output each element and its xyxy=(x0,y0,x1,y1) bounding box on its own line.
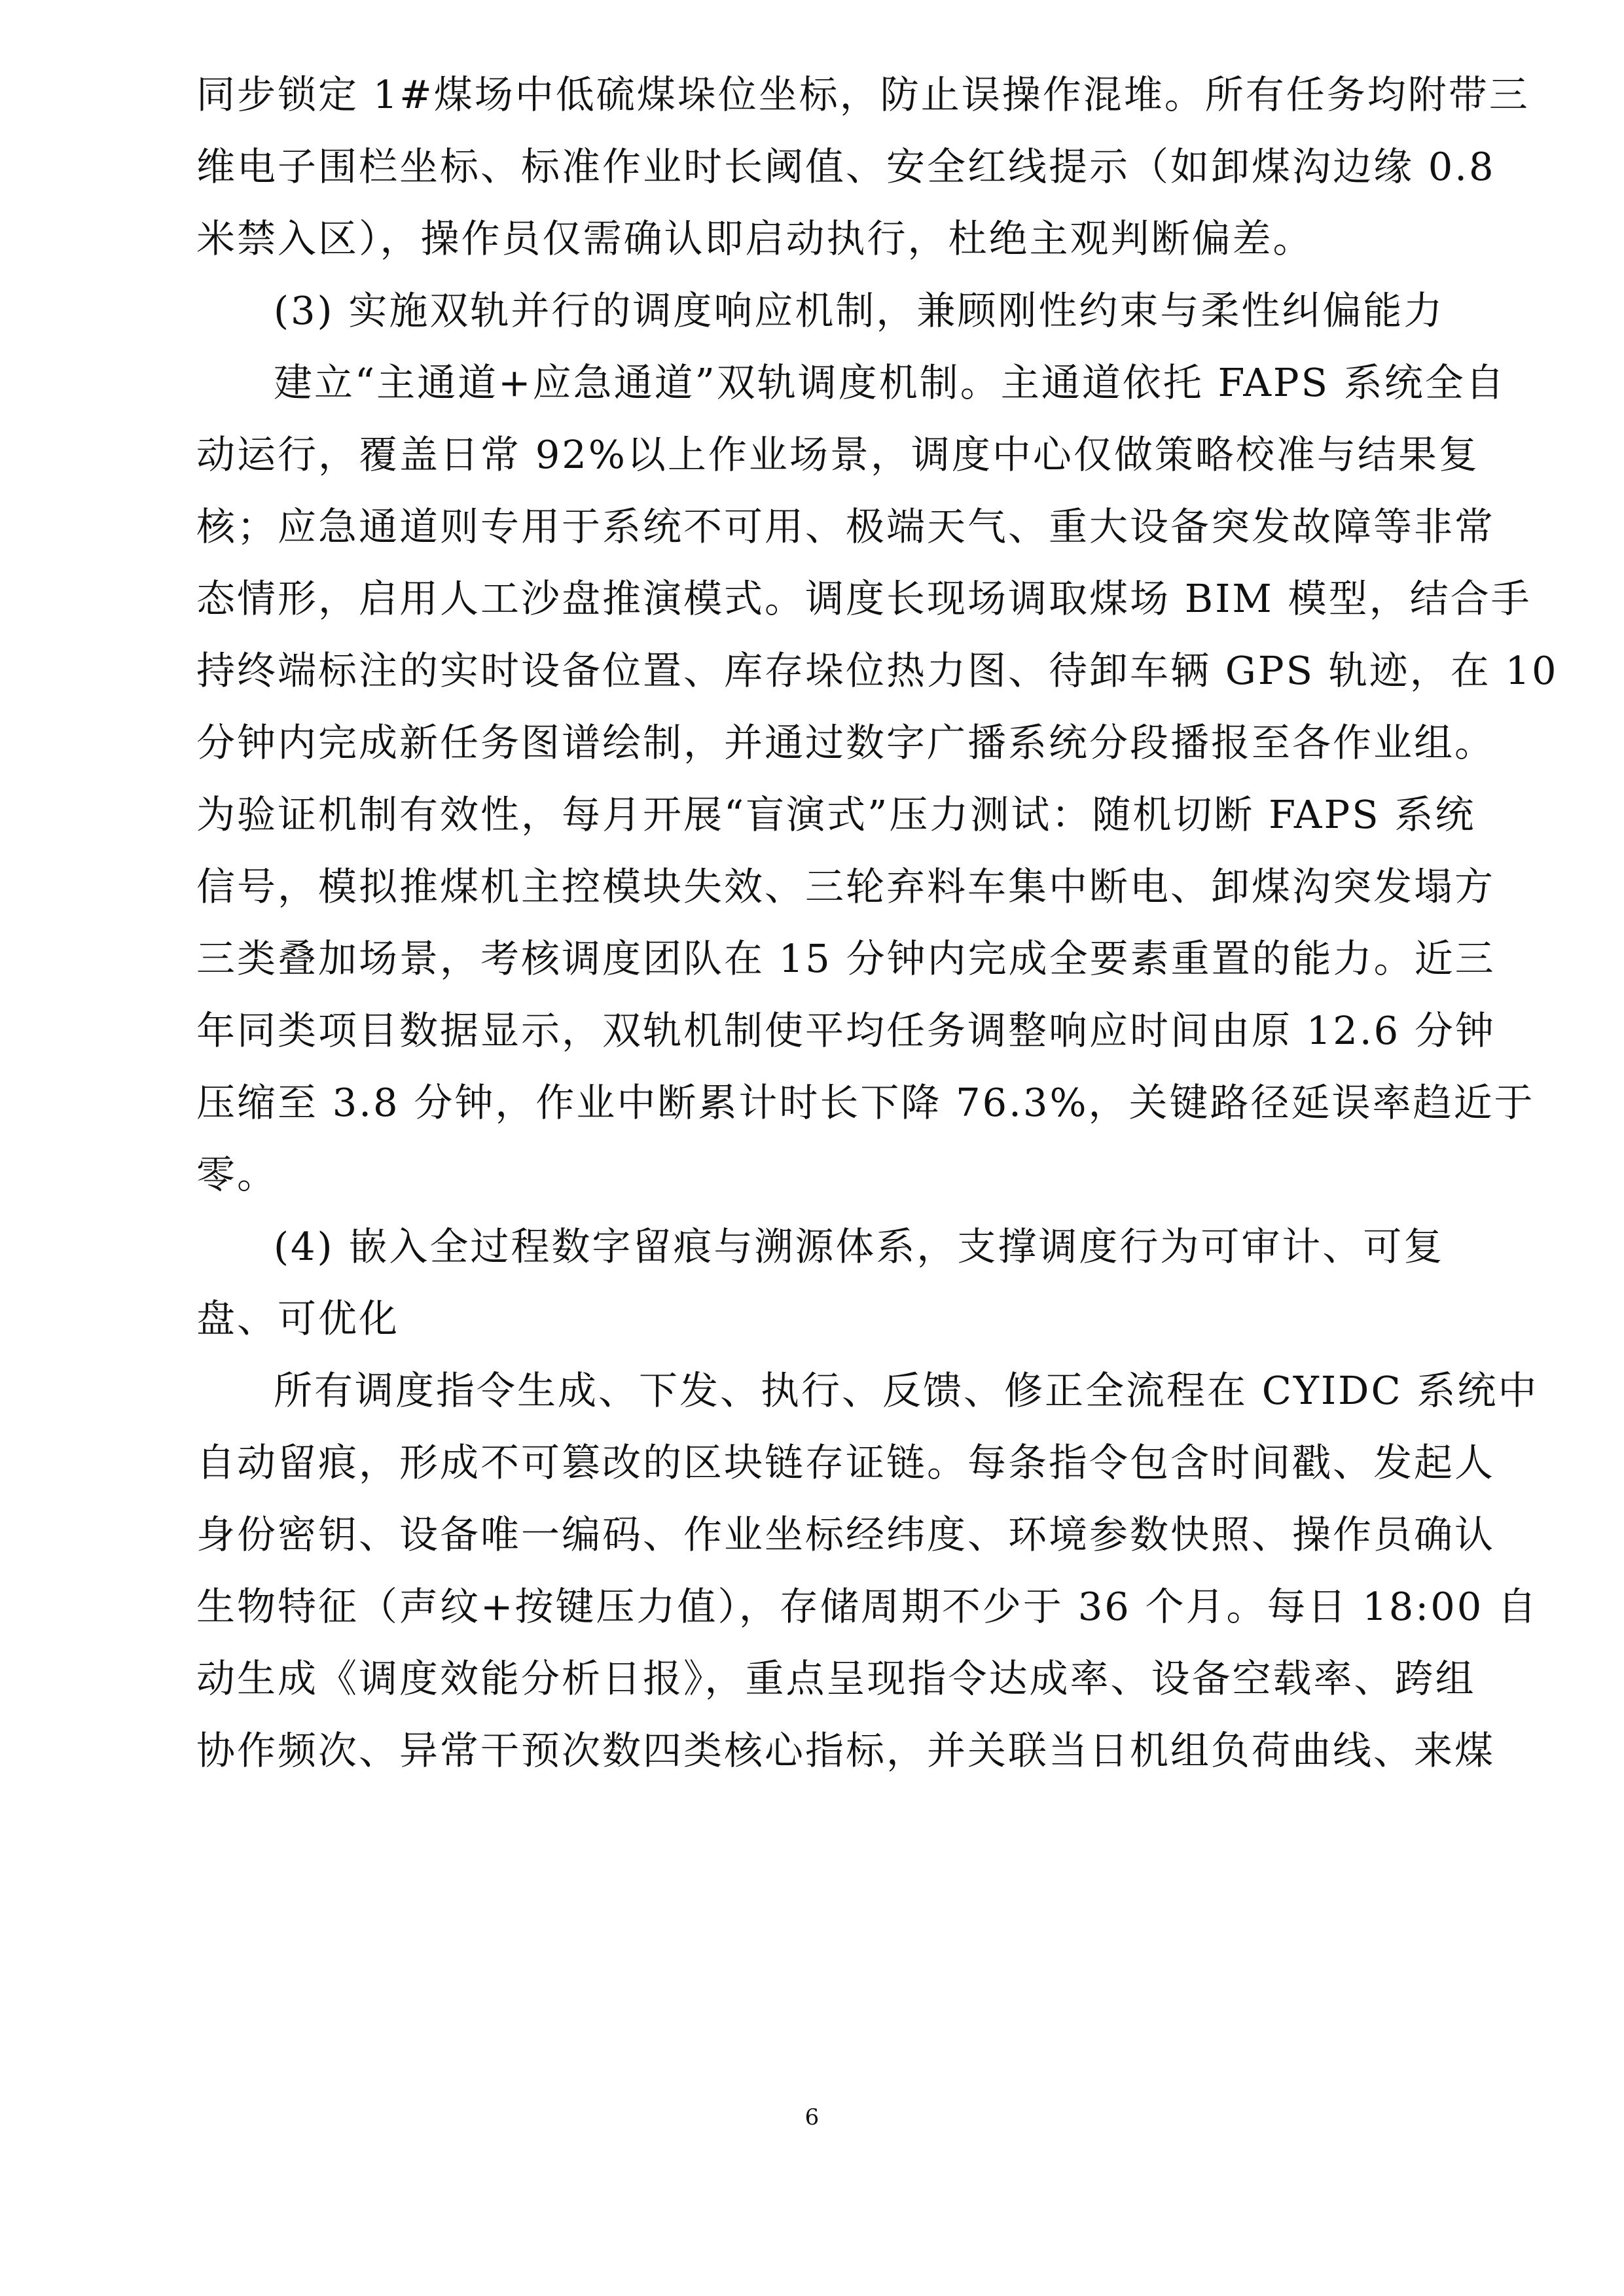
paragraph-2-line-4: 态情形，启用人工沙盘推演模式。调度长现场调取煤场 BIM 模型，结合手 xyxy=(196,576,1532,621)
paragraph-2-line-11: 压缩至 3.8 分钟，作业中断累计时长下降 76.3%，关键路径延误率趋近于 xyxy=(196,1080,1535,1125)
section-heading-4-line-1: (4) 嵌入全过程数字留痕与溯源体系，支撑调度行为可审计、可复 xyxy=(274,1224,1445,1269)
paragraph-3-line-6: 协作频次、异常干预次数四类核心指标，并关联当日机组负荷曲线、来煤 xyxy=(196,1728,1496,1773)
paragraph-2-line-12: 零。 xyxy=(196,1152,278,1197)
paragraph-2-line-9: 三类叠加场景，考核调度团队在 15 分钟内完成全要素重置的能力。近三 xyxy=(196,936,1496,981)
paragraph-3-line-1: 所有调度指令生成、下发、执行、反馈、修正全流程在 CYIDC 系统中 xyxy=(274,1368,1539,1413)
paragraph-2-line-7: 为验证机制有效性，每月开展“盲演式”压力测试：随机切断 FAPS 系统 xyxy=(196,792,1476,837)
paragraph-1-line-2: 维电子围栏坐标、标准作业时长阈值、安全红线提示（如卸煤沟边缘 0.8 xyxy=(196,144,1496,189)
section-heading-3: (3) 实施双轨并行的调度响应机制，兼顾刚性约束与柔性纠偏能力 xyxy=(274,288,1445,333)
paragraph-3-line-3: 身份密钥、设备唯一编码、作业坐标经纬度、环境参数快照、操作员确认 xyxy=(196,1512,1496,1557)
paragraph-3-line-5: 动生成《调度效能分析日报》，重点呈现指令达成率、设备空载率、跨组 xyxy=(196,1656,1476,1701)
paragraph-2-line-1: 建立“主通道+应急通道”双轨调度机制。主通道依托 FAPS 系统全自 xyxy=(274,360,1506,405)
paragraph-3-line-2: 自动留痕，形成不可篡改的区块链存证链。每条指令包含时间戳、发起人 xyxy=(196,1440,1496,1485)
section-heading-4-line-2: 盘、可优化 xyxy=(196,1296,400,1341)
paragraph-1-line-1: 同步锁定 1#煤场中低硫煤垛位坐标，防止误操作混堆。所有任务均附带三 xyxy=(196,72,1530,117)
paragraph-1-line-3: 米禁入区），操作员仅需确认即启动执行，杜绝主观判断偏差。 xyxy=(196,216,1314,261)
paragraph-2-line-5: 持终端标注的实时设备位置、库存垛位热力图、待卸车辆 GPS 轨迹，在 10 xyxy=(196,648,1559,693)
paragraph-3-line-4: 生物特征（声纹+按键压力值），存储周期不少于 36 个月。每日 18:00 自 xyxy=(196,1584,1539,1629)
paragraph-2-line-6: 分钟内完成新任务图谱绘制，并通过数字广播系统分段播报至各作业组。 xyxy=(196,720,1496,765)
paragraph-2-line-8: 信号，模拟推煤机主控模块失效、三轮弃料车集中断电、卸煤沟突发塌方 xyxy=(196,864,1496,909)
paragraph-2-line-10: 年同类项目数据显示，双轨机制使平均任务调整响应时间由原 12.6 分钟 xyxy=(196,1008,1496,1053)
page-number: 6 xyxy=(804,2104,820,2130)
paragraph-2-line-3: 核；应急通道则专用于系统不可用、极端天气、重大设备突发故障等非常 xyxy=(196,504,1496,549)
paragraph-2-line-2: 动运行，覆盖日常 92%以上作业场景，调度中心仅做策略校准与结果复 xyxy=(196,432,1479,477)
